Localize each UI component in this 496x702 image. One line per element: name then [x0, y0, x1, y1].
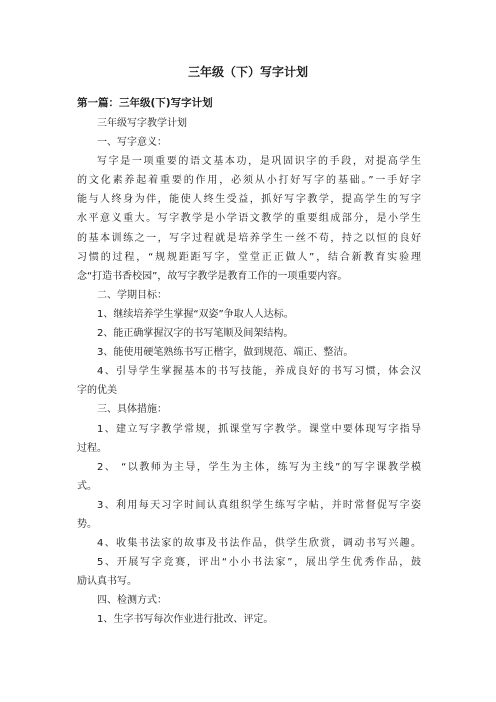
paragraph-line: 水平意义重大。写字教学是小学语文教学的重要组成部分，是小学生 [77, 213, 421, 225]
document-body [77, 114, 421, 630]
paragraph-line: 4、收集书法家的故事及书法作品，供学生欣赏，调动书写兴趣。 [97, 538, 421, 550]
paragraph-line: 2、 “以教师为主导，学生为主体，练写为主线”的写字课教学模 [97, 461, 421, 473]
paragraph-line: 1、继续培养学生掌握“双姿”争取人人达标。 [97, 308, 294, 320]
paragraph-line: 5、开展写字竞赛，评出“小小书法家”，展出学生优秀作品，鼓 [97, 557, 421, 569]
paragraph-line: 念“打造书香校园”，故写字教学是教育工作的一项重要内容。 [77, 270, 348, 282]
paragraph-line: 能与人终身为伴，能使人终生受益，抓好写字教学，提高学生的写字 [77, 194, 421, 206]
paragraph-line: 2、能正确掌握汉字的书写笔顺及间架结构。 [97, 328, 294, 340]
paragraph-line: 3、能使用硬笔熟练书写正楷字，做到规范、端正、整洁。 [97, 347, 354, 359]
paragraph-line: 三、具体措施： [97, 404, 167, 416]
paragraph-line: 4、引导学生掌握基本的书写技能，养成良好的书写习惯，体会汉 [97, 366, 421, 378]
paragraph-line: 的文化素养起着重要的作用，必须从小打好写字的基础。”一手好字 [77, 175, 421, 187]
paragraph-line: 式。 [77, 480, 97, 492]
paragraph-line: 势。 [77, 518, 97, 530]
paragraph-line: 的基本训练之一，写字过程就是培养学生一丝不苟，持之以恒的良好 [77, 232, 421, 244]
paragraph-line: 写字是一项重要的语文基本功，是巩固识字的手段，对提高学生 [97, 156, 421, 168]
paragraph-line: 三年级写字教学计划 [97, 118, 187, 129]
paragraph-line: 励认真书写。 [77, 576, 137, 588]
paragraph-line: 习惯的过程，“规规距距写字，堂堂正正做人”，结合新教育实验理 [77, 251, 421, 263]
paragraph-line: 一、写字意义： [97, 137, 167, 149]
paragraph-line: 1、建立写字教学常规，抓课堂写字教学。课堂中要体现写字指导 [97, 423, 421, 435]
paragraph-line: 二、学期目标： [97, 289, 167, 301]
paragraph-line: 3、利用每天习字时间认真组织学生练写字帖，并时常督促写字姿 [97, 499, 421, 511]
paragraph-line: 四、检测方式： [97, 595, 167, 607]
section-title: 第一篇：三年级(下)写字计划 [77, 97, 213, 109]
paragraph-line: 1、生字书写每次作业进行批改、评定。 [97, 614, 274, 626]
paragraph-line: 字的优美 [77, 385, 117, 397]
paragraph-line: 过程。 [77, 442, 107, 454]
document-title: 三年级（下）写字计划 [187, 65, 308, 79]
